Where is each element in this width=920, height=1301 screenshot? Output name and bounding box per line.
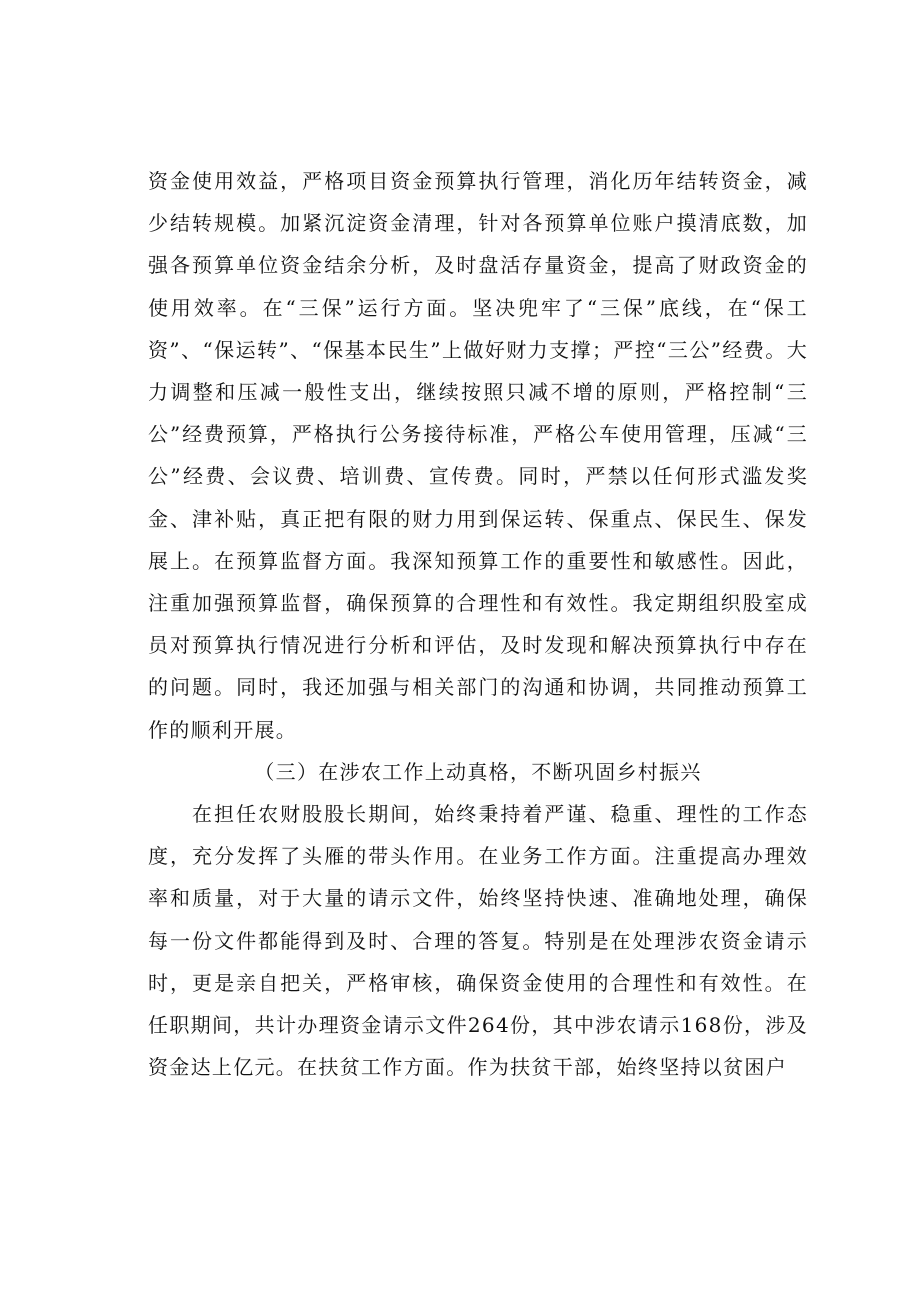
document-body bbox=[148, 160, 808, 1088]
paragraph-agriculture-work: 在担任农财股股长期间，始终秉持着严谨、稳重、理性的工作态度，充分发挥了头雁的带头作用。在业务工作方面。注重提高办理效率和质量，对于大量的请示文件，始终坚持快速、准确地处理，确保每一份文件都能得到及时、合理的答复。特别是在处理涉农资金请示时，更是亲自把关，严格审核，确保资金使用的合理性和有效性。在任职期间，共计办理资金请示文件264份，其中涉农请示168份，涉及资金达上亿元。在扶贫工作方面。作为扶贫干部，始终坚持以贫困户 bbox=[148, 802, 808, 1080]
section-heading: （三）在涉农工作上动真格，不断巩固乡村振兴 bbox=[254, 759, 702, 784]
paragraph-budget-management: 资金使用效益，严格项目资金预算执行管理，消化历年结转资金，减少结转规模。加紧沉淀资金清理，针对各预算单位账户摸清底数，加强各预算单位资金结余分析，及时盘活存量资金，提高了财政资金的使用效率。在“三保”运行方面。坚决兜牢了“三保”底线，在“保工资”、“保运转”、“保基本民生”上做好财力支撑；严控“三公”经费。大力调整和压减一般性支出，继续按照只减不增的原则，严格控制“三公”经费预算，严格执行公务接待标准，严格公车使用管理，压减“三公”经费、会议费、培训费、宣传费。同时，严禁以任何形式滥发奖金、津补贴，真正把有限的财力用到保运转、保重点、保民生、保发展上。在预算监督方面。我深知预算工作的重要性和敏感性。因此，注重加强预算监督，确保预算的合理性和有效性。我定期组织股室成员对预算执行情况进行分析和评估，及时发现和解决预算执行中存在的问题。同时，我还加强与相关部门的沟通和协调，共同推动预算工作的顺利开展。 bbox=[148, 169, 808, 742]
